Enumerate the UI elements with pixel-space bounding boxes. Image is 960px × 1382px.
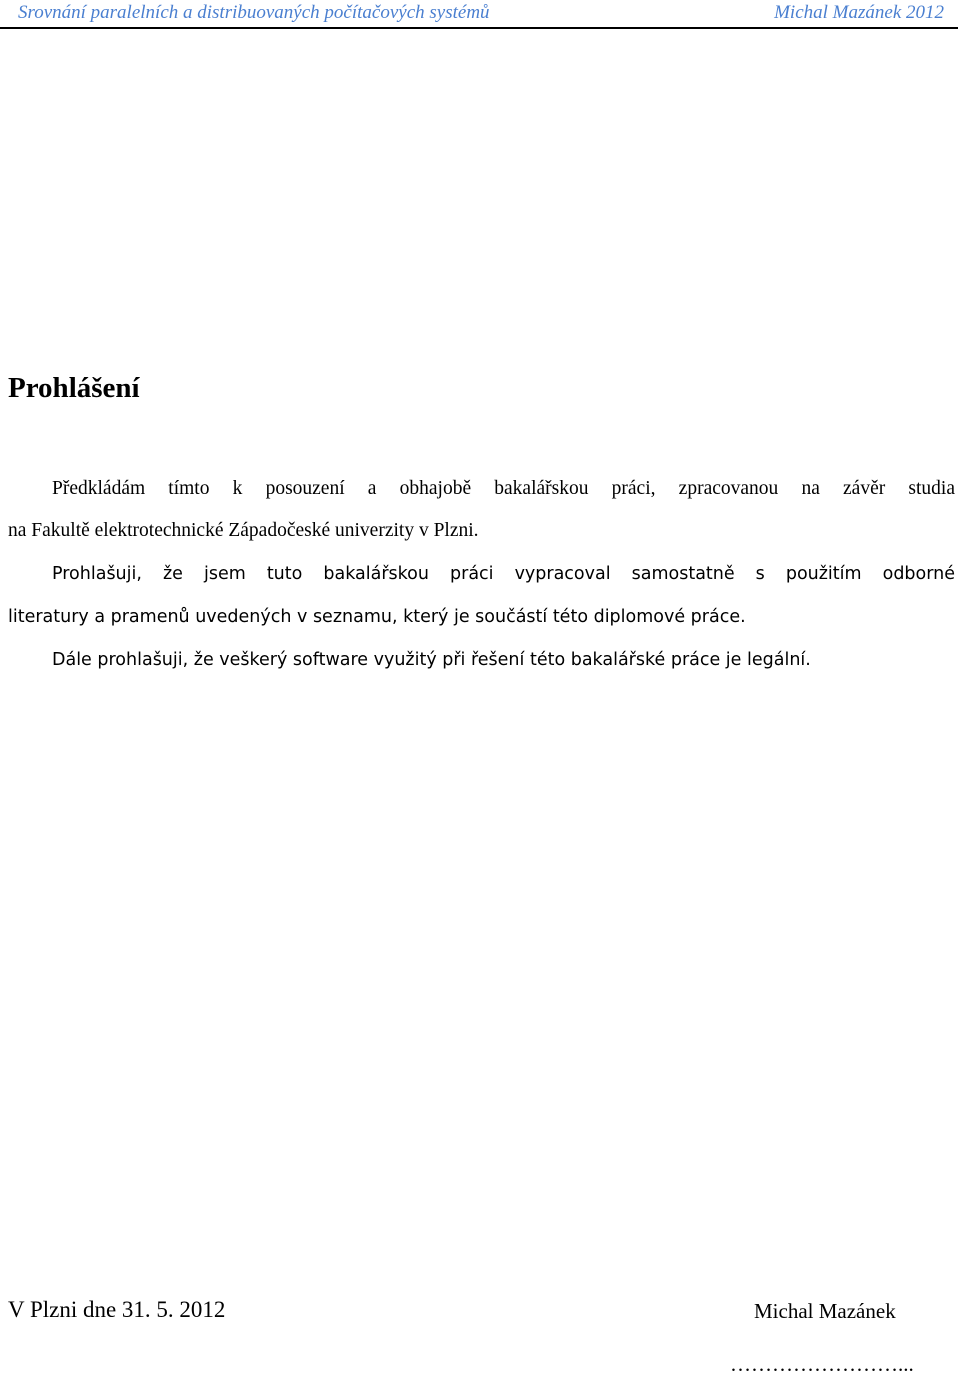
paragraph-1-line-2: na Fakultě elektrotechnické Západočeské univerzity v Plzni. [8, 520, 479, 541]
section-heading: Prohlášení [8, 372, 140, 404]
signature-line: ……………………... [730, 1352, 914, 1376]
page-header [0, 0, 958, 29]
header-document-title: Srovnání paralelních a distribuovaných počítačových systémů [18, 2, 490, 23]
place-and-date: V Plzni dne 31. 5. 2012 [8, 1297, 226, 1322]
header-author-year: Michal Mazánek 2012 [774, 2, 944, 23]
paragraph-2-line-2: literatury a pramenů uvedených v seznamu, který je součástí této diplomové práce. [8, 607, 746, 627]
paragraph-2-line-1: Prohlašuji, že jsem tuto bakalářskou práci vypracoval samostatně s použitím odborné [52, 564, 955, 584]
paragraph-1-line-1: Předkládám tímto k posouzení a obhajobě bakalářskou práci, zpracovanou na závěr studia [52, 478, 955, 499]
signatory-name: Michal Mazánek [754, 1299, 896, 1323]
paragraph-3-line-1: Dále prohlašuji, že veškerý software využitý při řešení této bakalářské práce je legální. [52, 650, 811, 670]
